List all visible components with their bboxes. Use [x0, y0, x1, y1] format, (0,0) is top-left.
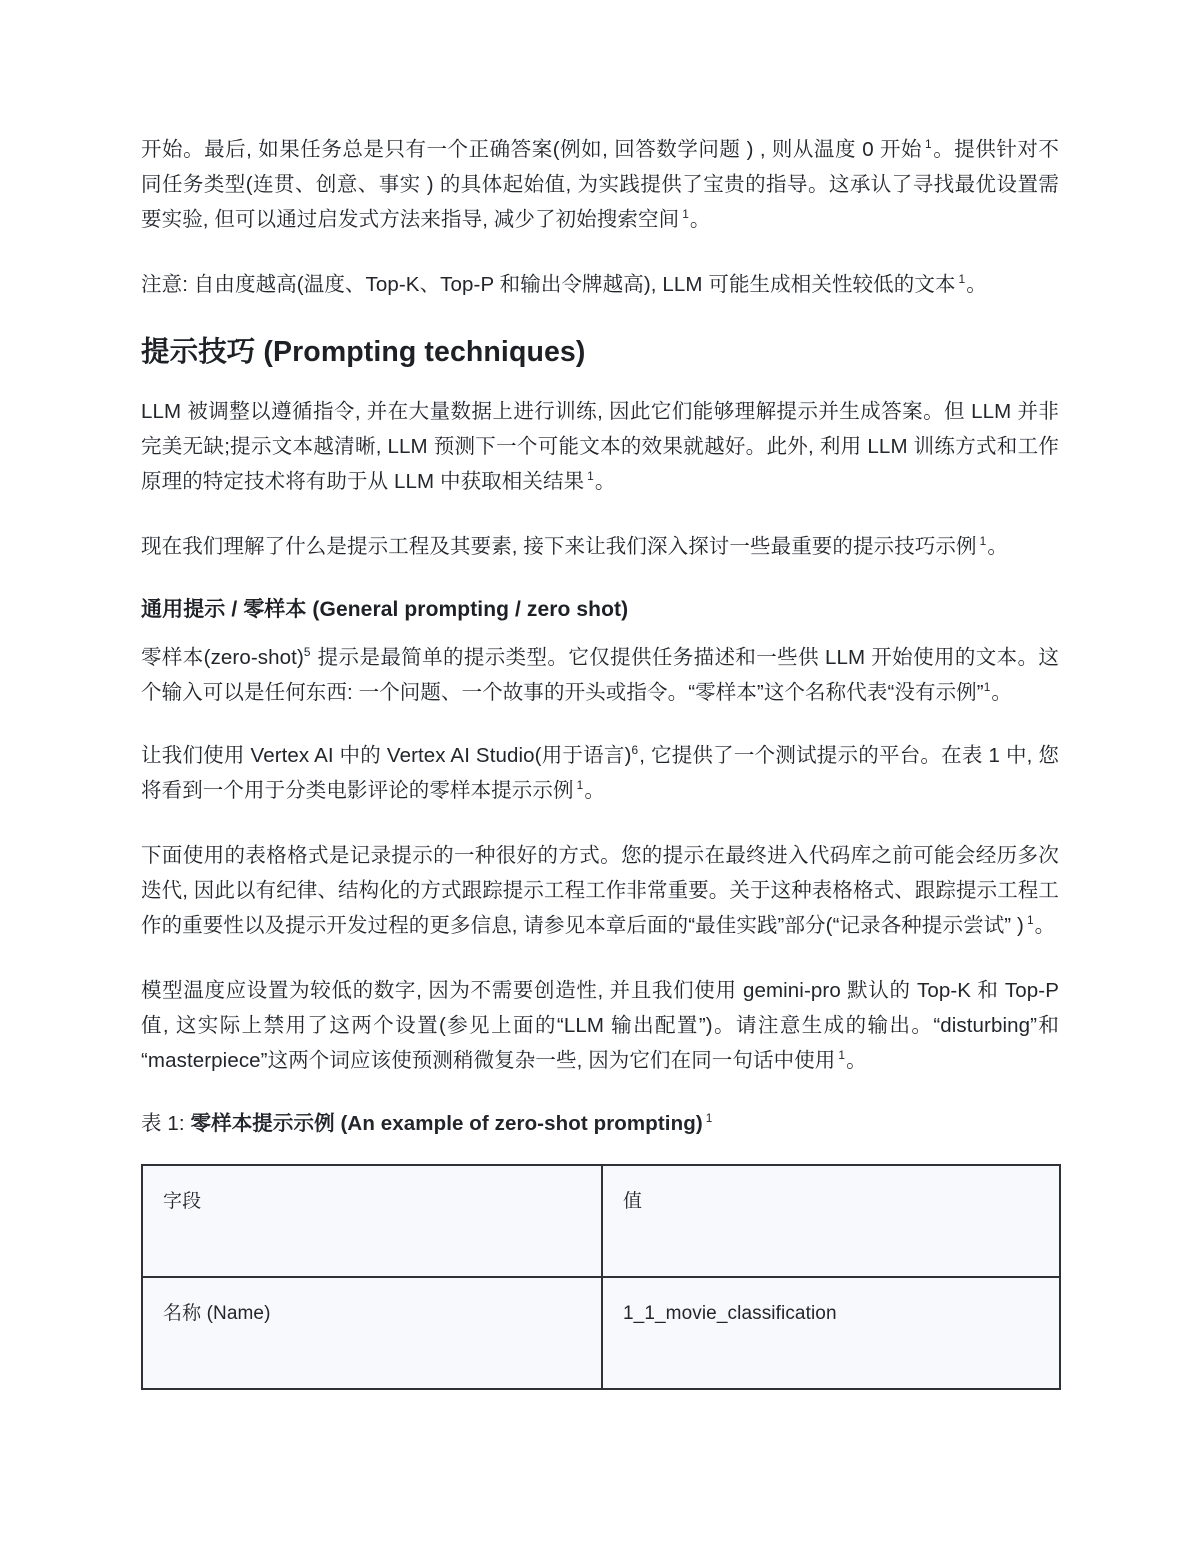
paragraph-text-part: 。 [846, 1049, 867, 1072]
table-header-row [142, 1165, 1060, 1277]
table-header-value: 值 [602, 1165, 1060, 1277]
paragraph-note-freedom [141, 267, 1059, 302]
paragraph-text-part: 开始。最后, 如果任务总是只有一个正确答案(例如, 回答数学问题 ) , 则从温度 0 开始 [141, 138, 923, 161]
paragraph-text-part: , 它提供了一个测试提示的平台。在表 1 中, 您将看到一个用于分类电影评论的零样本提示示例 [141, 744, 1059, 802]
footnote-marker: 1 [838, 1048, 846, 1063]
paragraph-text-part: 。 [594, 470, 616, 493]
paragraph-text-part: 让我们使用 Vertex AI 中的 Vertex AI Studio(用于语言) [141, 744, 632, 767]
paragraph-text-part: 零样本(zero-shot) [141, 646, 304, 669]
footnote-marker: 5 [303, 645, 311, 660]
paragraph-text-part: 。 [966, 273, 987, 296]
paragraph-text-part: 注意: 自由度越高(温度、Top-K、Top-P 和输出令牌越高), LLM 可能生成相关性较低的文本 [141, 273, 956, 296]
footnote-marker: 1 [1026, 913, 1034, 928]
table-cell-field-name: 名称 (Name) [142, 1277, 602, 1389]
paragraph-text-part: 下面使用的表格格式是记录提示的一种很好的方式。您的提示在最终进入代码库之前可能会经历多次迭代, 因此以有纪律、结构化的方式跟踪提示工程工作非常重要。关于这种表格格式、跟踪提示工程工作的重要性以及提示开发过程的更多信息, 请参见本章后面的“最佳实践”部分(“记录各种提示尝试” ) [141, 844, 1059, 937]
paragraph-llm-tuning [141, 394, 1059, 499]
footnote-marker: 1 [979, 534, 987, 549]
section-heading-prompting-techniques: 提示技巧 (Prompting techniques) [141, 336, 586, 368]
paragraph-text-part: 。 [584, 779, 605, 802]
paragraph-text-part: 现在我们理解了什么是提示工程及其要素, 接下来让我们深入探讨一些最重要的提示技巧示例 [141, 535, 977, 558]
paragraph-text-part: 。提供针对不同任务类型(连贯、创意、事实 ) 的具体起始值, 为实践提供了宝贵的指导。这承认了寻找最优设置需要实验, 但可以通过启发式方法来指导, 减少了初始搜索空间 [141, 138, 1059, 231]
footnote-marker: 6 [631, 743, 639, 758]
table-header [142, 1165, 1060, 1277]
paragraph-text-part: 。 [987, 535, 1008, 558]
paragraph-temperature-guidance [141, 132, 1059, 237]
table-body [142, 1277, 1060, 1389]
table-row [142, 1277, 1060, 1389]
paragraph-temperature-settings [141, 973, 1059, 1078]
paragraph-text-part: 。 [689, 208, 711, 231]
paragraph-vertex-ai-studio [141, 738, 1059, 808]
table-caption-title: 零样本提示示例 (An example of zero-shot prompting) [190, 1112, 703, 1135]
table-header-field: 字段 [142, 1165, 602, 1277]
paragraph-text-part: 。 [1034, 914, 1056, 937]
table-caption [141, 1108, 1059, 1140]
paragraph-text-part: LLM 被调整以遵循指令, 并在大量数据上进行训练, 因此它们能够理解提示并生成答案。但 LLM 并非完美无缺;提示文本越清晰, LLM 预测下一个可能文本的效果就越好。此外, 利用 LLM 训练方式和工作原理的特定技术将有助于从 LLM 中获取相关结果 [141, 400, 1059, 493]
footnote-marker: 1 [958, 272, 966, 287]
footnote-marker: 1 [587, 469, 594, 484]
footnote-marker: 1 [983, 680, 991, 695]
table-cell-value-name: 1_1_movie_classification [602, 1277, 1060, 1389]
paragraph-table-format-best-practice [141, 838, 1059, 943]
footnote-marker: 1 [576, 778, 584, 793]
paragraph-text-part: 提示是最简单的提示类型。它仅提供任务描述和一些供 LLM 开始使用的文本。这个输入可以是任何东西: 一个问题、一个故事的开头或指令。“零样本”这个名称代表“没有示例” [141, 646, 1059, 704]
sub-heading-general-prompting-zero-shot: 通用提示 / 零样本 (General prompting / zero shot) [141, 598, 629, 621]
table-caption-prefix: 表 1: [141, 1112, 191, 1135]
paragraph-text-part: 模型温度应设置为较低的数字, 因为不需要创造性, 并且我们使用 gemini-pro 默认的 Top-K 和 Top-P 值, 这实际上禁用了这两个设置(参见上面的“LLM 输出配置”)。请注意生成的输出。“disturbing”和“masterpiece”这两个词应该使预测稍微复杂一些, 因为它们在同一句话中使用 [141, 979, 1059, 1072]
footnote-marker: 1 [925, 137, 932, 152]
paragraph-now-we-understand [141, 529, 1059, 564]
footnote-marker: 1 [705, 1111, 713, 1126]
document-content-column [141, 132, 1059, 1390]
footnote-marker: 1 [682, 207, 689, 222]
zero-shot-prompt-table [141, 1164, 1061, 1390]
paragraph-text-part: 。 [991, 681, 1013, 704]
paragraph-zero-shot-definition [141, 640, 1059, 710]
